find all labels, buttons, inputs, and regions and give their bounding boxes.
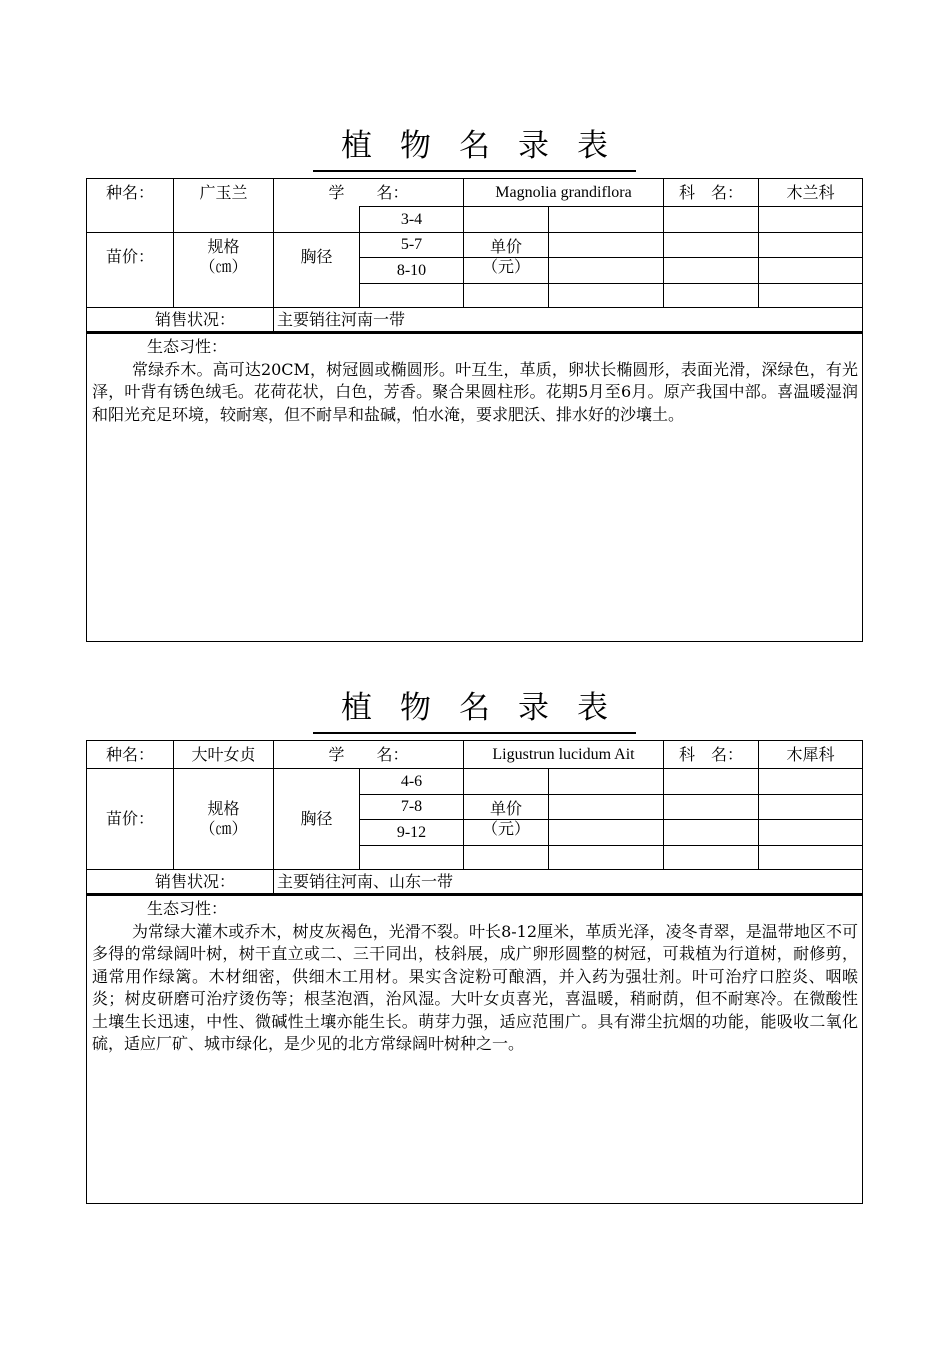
dbh-label: 胸径 xyxy=(300,247,333,266)
ecology-label: 生态习性： xyxy=(147,337,228,356)
size-row-3: 9-12 xyxy=(396,823,427,841)
scientific-name-value: Magnolia grandiflora xyxy=(495,183,632,201)
sales-status-label: 销售状况： xyxy=(154,310,235,329)
dbh-label: 胸径 xyxy=(300,809,333,828)
seedling-price-label: 苗价： xyxy=(105,247,154,266)
unit-price-unit: （元） xyxy=(481,819,530,838)
ecology-section xyxy=(86,894,863,1204)
size-row-2: 5-7 xyxy=(400,236,423,253)
plant-record-sheet-1 xyxy=(86,124,863,642)
unit-price-label: 单价 xyxy=(489,799,522,818)
family-label: 科 名： xyxy=(678,182,743,202)
plant-record-sheet-2 xyxy=(86,686,863,1204)
size-row-1: 3-4 xyxy=(400,210,423,228)
size-row-2: 7-8 xyxy=(400,798,423,815)
unit-price-unit: （元） xyxy=(481,257,530,276)
family-value: 木犀科 xyxy=(786,744,835,764)
species-value: 广玉兰 xyxy=(199,182,248,202)
ecology-label: 生态习性： xyxy=(147,899,228,918)
sheet-title: 植物名录表 xyxy=(313,124,636,172)
sheet-title: 植物名录表 xyxy=(313,686,636,734)
size-row-3: 8-10 xyxy=(396,261,427,279)
size-row-1: 4-6 xyxy=(400,772,423,790)
ecology-text: 为常绿大灌木或乔木，树皮灰褐色，光滑不裂。叶长8-12厘米，革质光泽，凌冬青翠，是温带地区不可多得的常绿阔叶树，树干直立或二、三干同出，枝斜展，成广卵形圆整的树冠，可栽植为行道树，耐修剪，通常用作绿篱。木材细密，供细木工用材。果实含淀粉可酿酒，并入药为强壮剂。叶可治疗口腔炎、咽喉炎；树皮研磨可治疗烫伤等；根茎泡酒，治风湿。大叶女贞喜光，喜温暖，稍耐荫，但不耐寒冷。在微酸性土壤生长迅速，中性、微碱性土壤亦能生长。萌芽力强，适应范围广。具有滞尘抗烟的功能，能吸收二氧化硫，适应厂矿、城市绿化，是少见的北方常绿阔叶树种之一。 xyxy=(92,921,858,1053)
sales-status-value: 主要销往河南、山东一带 xyxy=(277,872,454,891)
sales-status-value: 主要销往河南一带 xyxy=(277,310,406,329)
spec-unit: （㎝） xyxy=(199,257,248,276)
sales-status-label: 销售状况： xyxy=(154,872,235,891)
species-label: 种名： xyxy=(105,182,154,202)
family-value: 木兰科 xyxy=(786,182,835,202)
scientific-name-label: 学 名： xyxy=(328,182,409,202)
seedling-price-label: 苗价： xyxy=(105,809,154,828)
spec-label: 规格 xyxy=(207,799,240,818)
record-table xyxy=(86,740,863,894)
scientific-name-label: 学 名： xyxy=(328,744,409,764)
family-label: 科 名： xyxy=(678,744,743,764)
scientific-name-value: Ligustrun lucidum Ait xyxy=(492,745,635,763)
ecology-section xyxy=(86,332,863,642)
spec-unit: （㎝） xyxy=(199,819,248,838)
ecology-text: 常绿乔木。高可达20CM，树冠圆或椭圆形。叶互生，革质，卵状长椭圆形，表面光滑，深绿色，有光泽，叶背有锈色绒毛。花荷花状，白色，芳香。聚合果圆柱形。花期5月至6月。原产我国中部。喜温暖湿润和阳光充足环境，较耐寒，但不耐旱和盐碱，怕水淹，要求肥沃、排水好的沙壤土。 xyxy=(92,359,858,424)
species-label: 种名： xyxy=(105,744,154,764)
species-value: 大叶女贞 xyxy=(191,744,256,764)
unit-price-label: 单价 xyxy=(489,237,522,256)
record-table xyxy=(86,178,863,332)
spec-label: 规格 xyxy=(207,237,240,256)
